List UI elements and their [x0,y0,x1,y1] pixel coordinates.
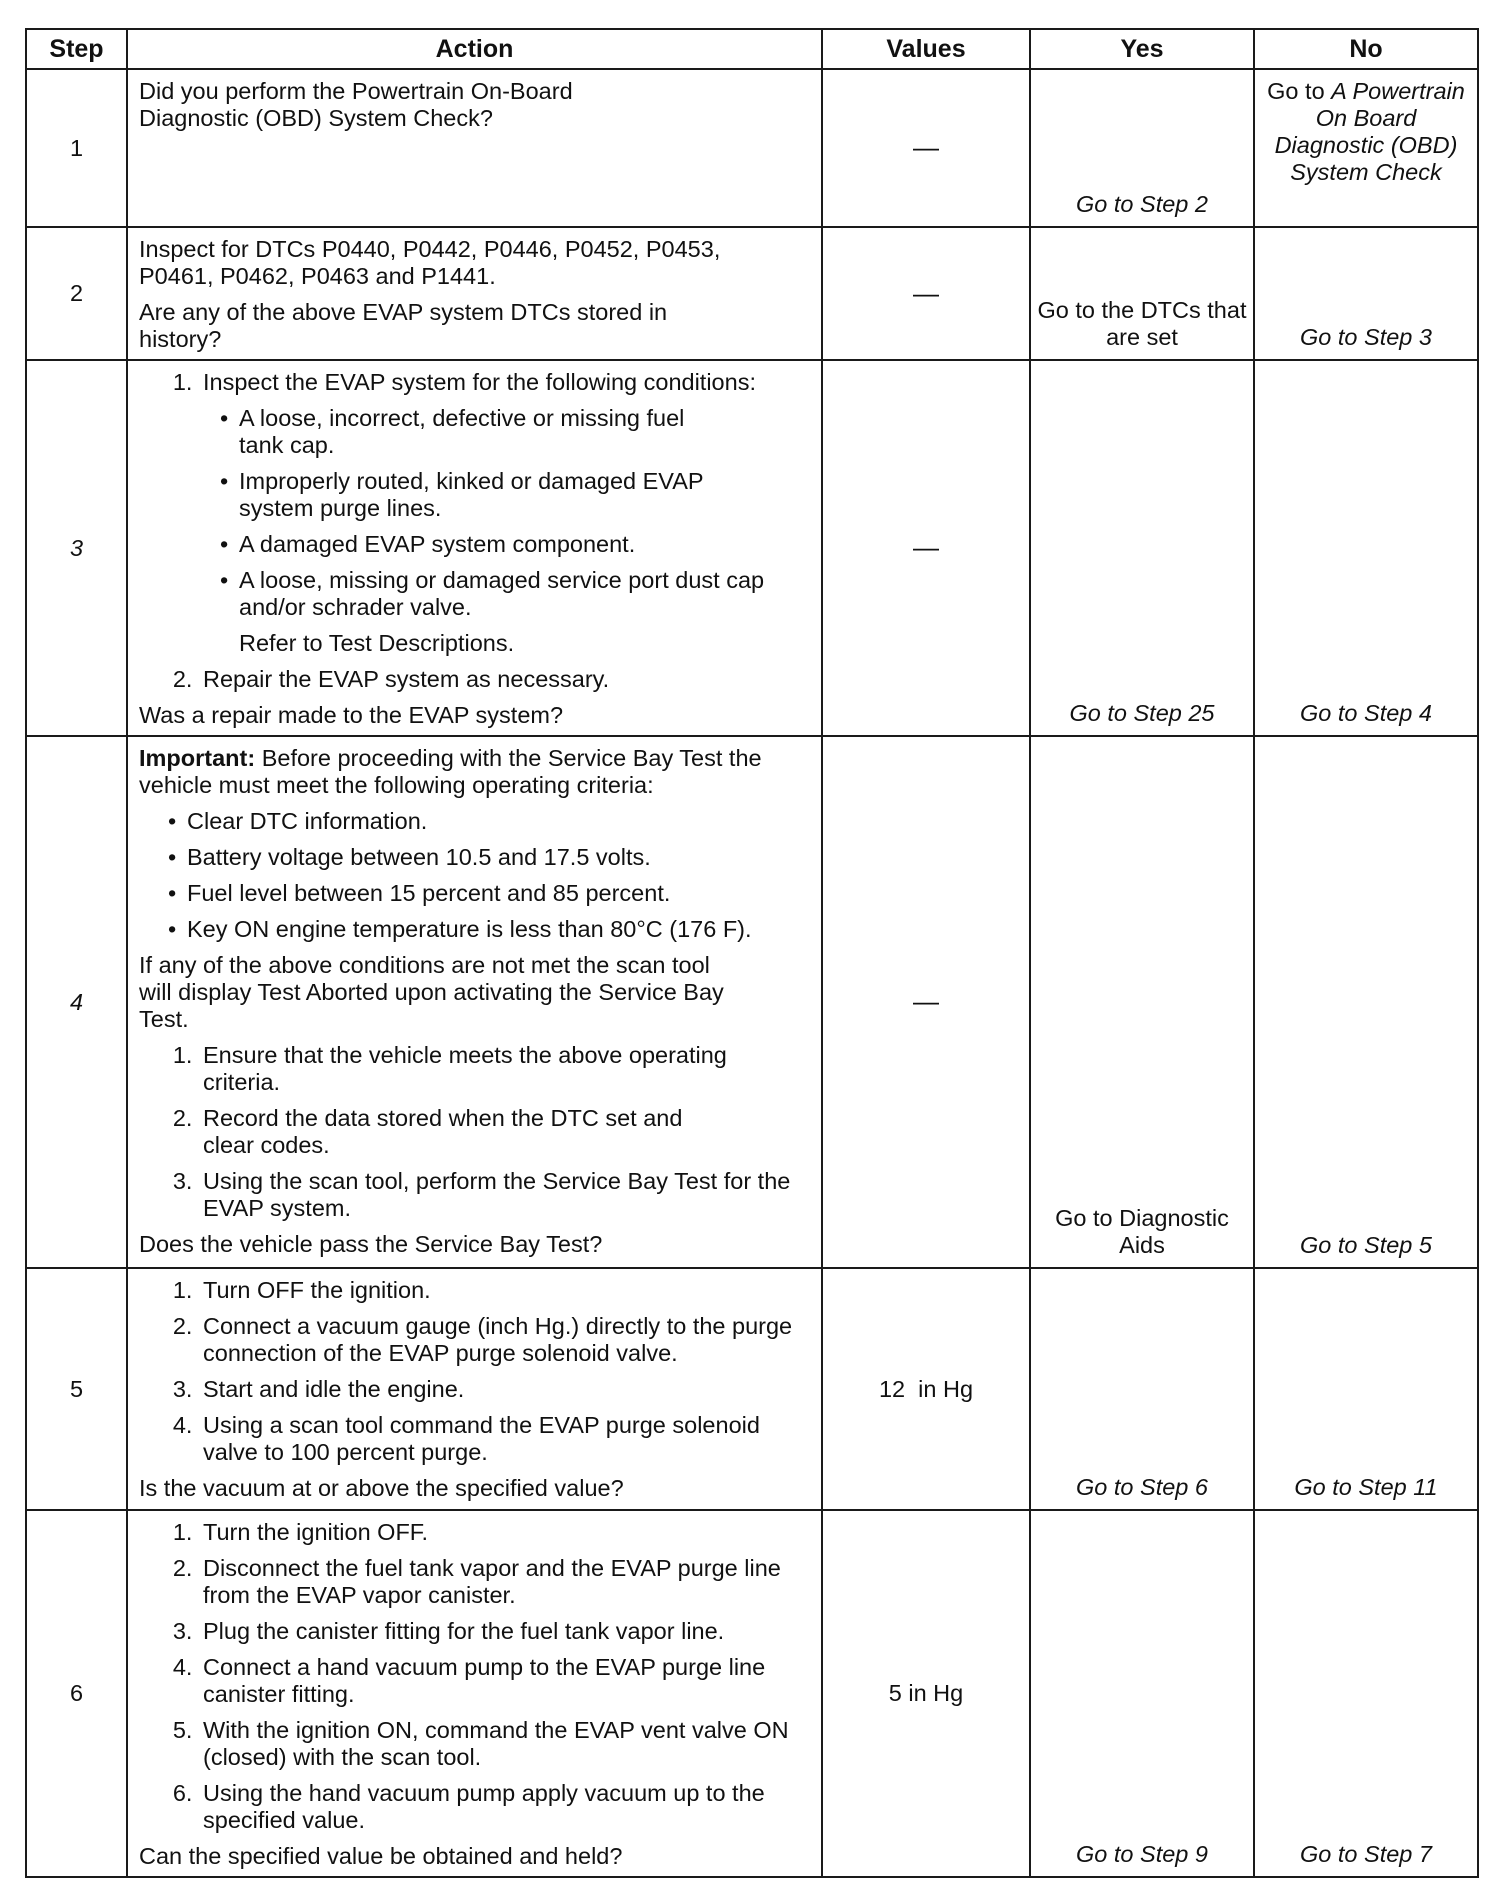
action-steps-list [139,369,813,693]
action-step: 4. Using a scan tool command the EVAP purge solenoid valve to 100 percent purge. [199,1412,813,1466]
list-item: • A loose, incorrect, defective or missing fuel tank cap. [239,405,813,459]
table-row-step-6 [26,1510,1478,1877]
header-no: No [1254,29,1478,69]
important-note [139,745,813,799]
no-cell: Go to Step 5 [1254,736,1478,1268]
values-cell [822,227,1030,360]
action-question: Can the specified value be obtained and held? [139,1843,623,1869]
action-step: 4. Connect a hand vacuum pump to the EVAP purge line canister fitting. [199,1654,813,1708]
value-text: — [913,132,939,162]
action-step: 6. Using the hand vacuum pump apply vacuum up to the specified value. [199,1780,813,1834]
action-step: 1. Turn OFF the ignition. [199,1277,813,1304]
diagnostic-table [25,28,1479,1878]
action-step: 3. Start and idle the engine. [199,1376,813,1403]
action-step: 2. Connect a vacuum gauge (inch Hg.) directly to the purge connection of the EVAP purge solenoid valve. [199,1313,813,1367]
step-number: 3 [26,360,127,736]
yes-text: Go to Diagnostic Aids [1055,1205,1229,1258]
no-cell: Go to Step 7 [1254,1510,1478,1877]
values-cell [822,360,1030,736]
table-row-step-3 [26,360,1478,736]
yes-cell: Go to Step 9 [1030,1510,1254,1877]
table-row-step-2 [26,227,1478,360]
important-text: Before proceeding with the Service Bay Test the vehicle must meet the following operating criteria: [139,745,762,798]
yes-cell: Go to Step 25 [1030,360,1254,736]
action-step: 2. Record the data stored when the DTC set and clear codes. [199,1105,813,1159]
action-cell [127,360,822,736]
list-item: • Clear DTC information. [187,808,813,835]
action-step-text: Inspect the EVAP system for the following conditions: [203,369,756,395]
values-cell [822,736,1030,1268]
values-cell [822,69,1030,227]
refer-note: Refer to Test Descriptions. [239,630,515,656]
list-item: • Improperly routed, kinked or damaged EVAP system purge lines. [239,468,813,522]
condition-list [203,405,813,621]
no-link-text: A Powertrain On Board Diagnostic (OBD) System Check [1274,78,1465,185]
action-question: Is the vacuum at or above the specified value? [139,1475,624,1501]
action-step: 3. Plug the canister fitting for the fuel tank vapor line. [199,1618,813,1645]
list-item: • A damaged EVAP system component. [239,531,813,558]
table-row-step-1 [26,69,1478,227]
step-number: 4 [26,736,127,1268]
list-item: • Fuel level between 15 percent and 85 percent. [187,880,813,907]
header-yes: Yes [1030,29,1254,69]
table-row-step-5 [26,1268,1478,1510]
yes-cell: Go to Step 6 [1030,1268,1254,1510]
no-prefix: Go to [1267,78,1332,104]
action-question: Does the vehicle pass the Service Bay Test? [139,1231,603,1257]
yes-cell: Go to the DTCs that are set [1030,227,1254,360]
step-number: 5 [26,1268,127,1510]
action-step: 1. Ensure that the vehicle meets the above operating criteria. [199,1042,813,1096]
header-values: Values [822,29,1030,69]
action-step: 3. Using the scan tool, perform the Service Bay Test for the EVAP system. [199,1168,813,1222]
action-cell [127,69,822,227]
value-text: 12 in Hg [878,1375,974,1402]
header-row [26,29,1478,69]
header-action: Action [127,29,822,69]
action-step: 2. Disconnect the fuel tank vapor and the EVAP purge line from the EVAP vapor canister. [199,1555,813,1609]
value-text: — [913,986,939,1016]
action-steps-list [139,1519,813,1834]
list-item: • Key ON engine temperature is less than 80°C (176 F). [187,916,813,943]
no-cell: Go to Step 3 [1254,227,1478,360]
action-step [199,369,813,657]
action-cell [127,227,822,360]
important-label: Important: [139,745,256,771]
value-text: 5 in Hg [888,1680,964,1706]
action-step: 2. Repair the EVAP system as necessary. [199,666,813,693]
criteria-list [139,808,813,943]
action-cell [127,1510,822,1877]
action-cell [127,1268,822,1510]
values-cell [822,1268,1030,1510]
action-text: Inspect for DTCs P0440, P0442, P0446, P0452, P0453, P0461, P0462, P0463 and P1441. [139,236,721,289]
yes-cell: Go to Step 2 [1030,69,1254,227]
action-question: Are any of the above EVAP system DTCs stored in history? [139,299,668,352]
action-cell [127,736,822,1268]
value-text: — [913,532,939,562]
abort-note: If any of the above conditions are not met the scan tool will display Test Aborted upon activating the Service Bay Test. [139,952,724,1032]
header-step: Step [26,29,127,69]
list-item: • A loose, missing or damaged service port dust cap and/or schrader valve. [239,567,813,621]
values-cell [822,1510,1030,1877]
value-text: — [913,277,939,308]
action-steps-list [139,1042,813,1222]
action-steps-list [139,1277,813,1466]
step-number: 1 [26,69,127,227]
table-row-step-4 [26,736,1478,1268]
no-cell: Go to Step 4 [1254,360,1478,736]
no-cell: Go to Step 11 [1254,1268,1478,1510]
action-question: Was a repair made to the EVAP system? [139,702,564,728]
list-item: • Battery voltage between 10.5 and 17.5 volts. [187,844,813,871]
yes-cell [1030,736,1254,1268]
step-number: 6 [26,1510,127,1877]
action-step: 5. With the ignition ON, command the EVAP vent valve ON (closed) with the scan tool. [199,1717,813,1771]
action-text: Did you perform the Powertrain On-Board Diagnostic (OBD) System Check? [139,78,573,131]
action-step: 1. Turn the ignition OFF. [199,1519,813,1546]
no-cell [1254,69,1478,227]
step-number: 2 [26,227,127,360]
